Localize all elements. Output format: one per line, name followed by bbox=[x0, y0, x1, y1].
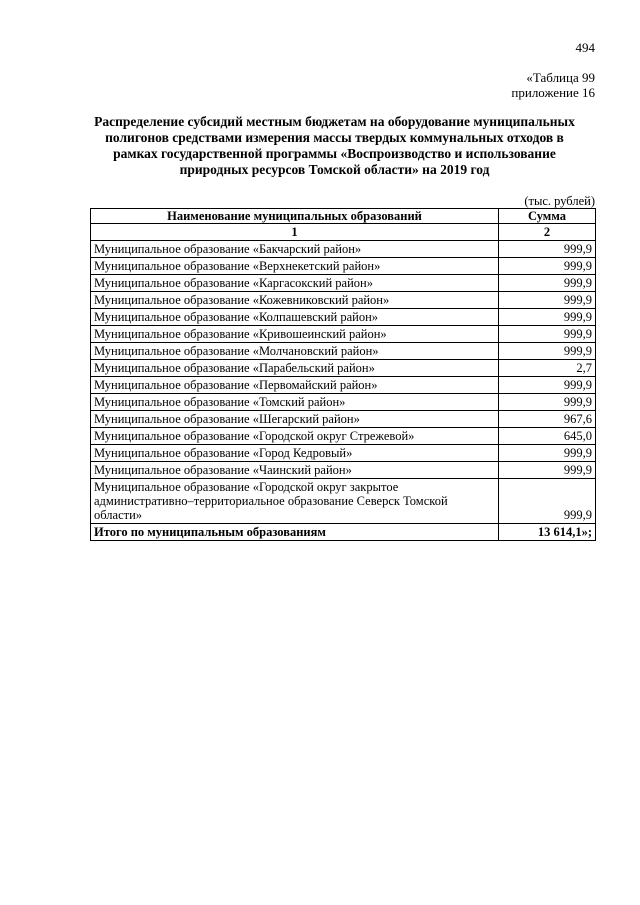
subsidy-sum: 999,9 bbox=[499, 258, 596, 275]
subsidy-sum: 645,0 bbox=[499, 428, 596, 445]
table-row bbox=[91, 343, 596, 360]
column-header-name: Наименование муниципальных образований bbox=[91, 209, 499, 224]
page-number: 494 bbox=[575, 40, 595, 55]
municipality-name: Муниципальное образование «Городской округ закрытое административно–территориальное образование Северск Томской области» bbox=[91, 479, 499, 524]
table-row bbox=[91, 258, 596, 275]
document-title: Распределение субсидий местным бюджетам на оборудование муниципальных полигонов средствами измерения массы твердых коммунальных отходов в рамках государственной программы «Воспроизводство и использование природных ресурсов Томской области» на 2019 год bbox=[94, 114, 575, 177]
subsidy-sum: 999,9 bbox=[499, 479, 596, 524]
municipality-name: Муниципальное образование «Кривошеинский район» bbox=[91, 326, 499, 343]
municipality-name: Муниципальное образование «Шегарский район» bbox=[91, 411, 499, 428]
appendix-reference-line: приложение 16 bbox=[511, 85, 595, 100]
municipality-name: Муниципальное образование «Томский район» bbox=[91, 394, 499, 411]
municipality-name: Муниципальное образование «Каргасокский район» bbox=[91, 275, 499, 292]
table-reference-line: «Таблица 99 bbox=[526, 70, 595, 85]
column-number-row bbox=[91, 224, 596, 241]
column-number: 1 bbox=[91, 224, 499, 241]
subsidy-sum: 999,9 bbox=[499, 377, 596, 394]
table-row bbox=[91, 241, 596, 258]
subsidy-sum: 999,9 bbox=[499, 394, 596, 411]
total-sum: 13 614,1»; bbox=[499, 524, 596, 541]
municipality-name: Муниципальное образование «Городской округ Стрежевой» bbox=[91, 428, 499, 445]
subsidy-sum: 999,9 bbox=[499, 343, 596, 360]
table-row bbox=[91, 275, 596, 292]
table-row bbox=[91, 445, 596, 462]
unit-label: (тыс. рублей) bbox=[524, 194, 595, 208]
table-row bbox=[91, 462, 596, 479]
municipality-name: Муниципальное образование «Первомайский район» bbox=[91, 377, 499, 394]
table-row bbox=[91, 394, 596, 411]
subsidy-sum: 999,9 bbox=[499, 309, 596, 326]
subsidy-sum: 999,9 bbox=[499, 326, 596, 343]
subsidy-sum: 2,7 bbox=[499, 360, 596, 377]
municipality-name: Муниципальное образование «Парабельский район» bbox=[91, 360, 499, 377]
table-row bbox=[91, 292, 596, 309]
column-number: 2 bbox=[499, 224, 596, 241]
subsidy-sum: 999,9 bbox=[499, 292, 596, 309]
municipality-name: Муниципальное образование «Верхнекетский район» bbox=[91, 258, 499, 275]
table-reference bbox=[511, 70, 595, 100]
subsidy-sum: 999,9 bbox=[499, 241, 596, 258]
subsidy-sum: 967,6 bbox=[499, 411, 596, 428]
municipality-name: Муниципальное образование «Бакчарский район» bbox=[91, 241, 499, 258]
municipality-name: Муниципальное образование «Город Кедровый» bbox=[91, 445, 499, 462]
table-row bbox=[91, 479, 596, 524]
subsidy-sum: 999,9 bbox=[499, 462, 596, 479]
subsidy-sum: 999,9 bbox=[499, 275, 596, 292]
subsidy-sum: 999,9 bbox=[499, 445, 596, 462]
column-header-sum: Сумма bbox=[499, 209, 596, 224]
total-label: Итого по муниципальным образованиям bbox=[91, 524, 499, 541]
table-row bbox=[91, 377, 596, 394]
municipality-name: Муниципальное образование «Молчановский район» bbox=[91, 343, 499, 360]
table-row bbox=[91, 411, 596, 428]
municipality-name: Муниципальное образование «Колпашевский район» bbox=[91, 309, 499, 326]
table-header-row bbox=[91, 209, 596, 224]
total-row bbox=[91, 524, 596, 541]
table-row bbox=[91, 428, 596, 445]
table-row bbox=[91, 360, 596, 377]
municipality-name: Муниципальное образование «Чаинский район» bbox=[91, 462, 499, 479]
subsidy-table bbox=[90, 208, 596, 541]
table-row bbox=[91, 326, 596, 343]
table-row bbox=[91, 309, 596, 326]
municipality-name: Муниципальное образование «Кожевниковский район» bbox=[91, 292, 499, 309]
